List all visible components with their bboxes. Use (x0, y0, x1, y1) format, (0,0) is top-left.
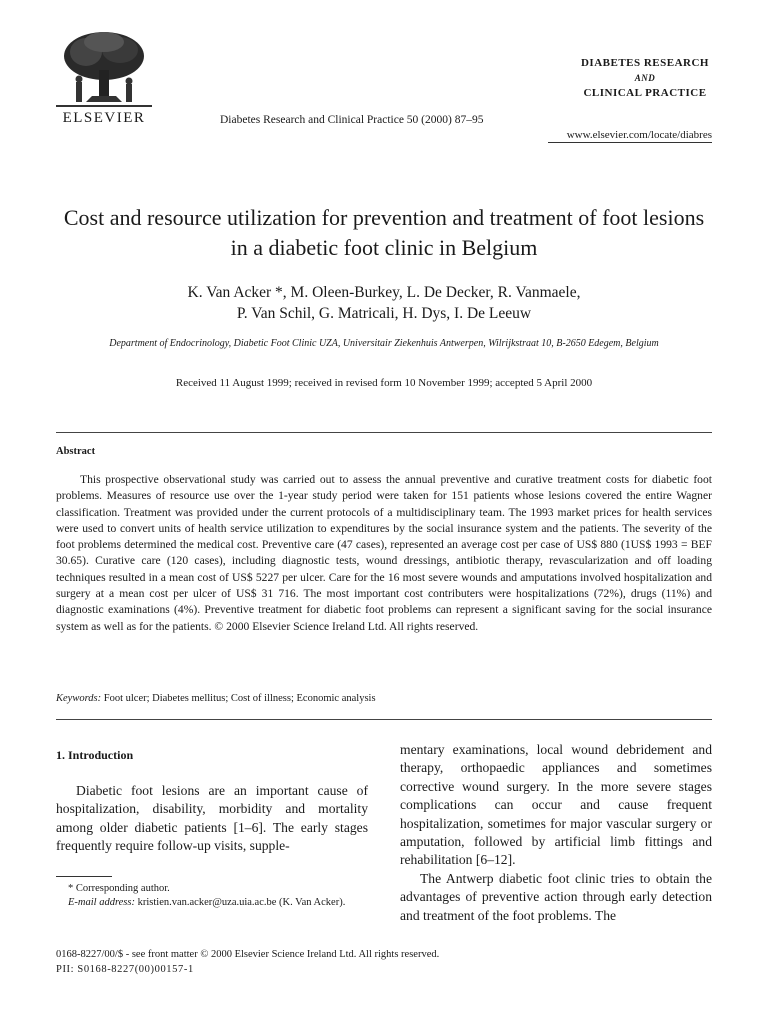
publisher-name: ELSEVIER (62, 110, 146, 126)
issn-line: 0168-8227/00/$ - see front matter © 2000 Elsevier Science Ireland Ltd. All rights reserved. (56, 949, 440, 960)
abstract-body (56, 472, 712, 635)
abstract-heading: Abstract (56, 446, 96, 457)
email-address[interactable]: kristien.van.acker@uza.uia.ac.be (K. Van Acker). (137, 897, 346, 908)
received-dates: Received 11 August 1999; received in revised form 10 November 1999; accepted 5 April 2000 (175, 377, 593, 389)
authors-line-2: P. Van Schil, G. Matricali, H. Dys, I. De Leeuw (236, 305, 532, 322)
author-list (56, 282, 712, 324)
email-label: E-mail address: (68, 897, 135, 908)
elsevier-logo (56, 30, 152, 127)
pii-line: PII: S0168-8227(00)00157-1 (56, 963, 194, 975)
corresponding-author-note: * Corresponding author. (68, 883, 170, 894)
brand-line-3: CLINICAL PRACTICE (583, 87, 707, 99)
journal-url[interactable]: www.elsevier.com/locate/diabres (566, 129, 712, 141)
journal-brand (580, 56, 710, 101)
intro-paragraph: Diabetic foot lesions are an important cause of hospitalization, disability, morbidity and mortality among older diabetic patients [1–6]. The early stages frequently require follow-up visits, supple- (56, 783, 368, 854)
copyright-footer (56, 948, 439, 977)
intro-paragraph-cont: mentary examinations, local wound debridement and therapy, orthopaedic appliances and sometimes corrective wound surgery. In the more severe stages complications can occur and cause frequent hospitalization, sometimes for major vascular surgery or amputation, followed by artificial limb fittings and rehabilitation [6–12]. (400, 742, 712, 868)
keywords-label: Keywords: (56, 693, 102, 704)
intro-paragraph-2: The Antwerp diabetic foot clinic tries to obtain the advantages of preventive action through early detection and treatment of the foot problems. The (400, 870, 712, 923)
email-note (56, 896, 368, 910)
header-rule (548, 142, 712, 143)
keywords (56, 693, 376, 704)
tree-emblem-icon (56, 30, 152, 110)
footnote-rule (56, 876, 112, 877)
footnote (56, 882, 368, 910)
right-column-text (400, 741, 712, 925)
brand-line-1: DIABETES RESEARCH (580, 57, 709, 69)
abstract-top-rule (56, 432, 712, 433)
left-column-text (56, 782, 368, 856)
brand-line-2: AND (634, 73, 656, 83)
authors-line-1: K. Van Acker *, M. Oleen-Burkey, L. De Decker, R. Vanmaele, (187, 284, 581, 301)
affiliation: Department of Endocrinology, Diabetic Foot Clinic UZA, Universitair Ziekenhuis Antwerpen, Wilrijkstraat 10, B-2650 Edegem, Belgium (109, 338, 659, 349)
journal-citation: Diabetes Research and Clinical Practice 50 (2000) 87–95 (220, 114, 484, 126)
keywords-text: Foot ulcer; Diabetes mellitus; Cost of illness; Economic analysis (103, 693, 376, 704)
abstract-text: This prospective observational study was carried out to assess the annual preventive and curative treatment costs for diabetic foot problems. Measures of resource use over the 1-year study period were taken for 151 patients whose lesions covered the entire Wagner classification. Treatment was provided under the current protocols of a multidisciplinary team. The 1993 market prices for health services were used to convert units of health service utilization to expenditures by the social insurance system and the patients. The severity of the foot problems determined the medical cost. Preventive care (47 cases), represented an average cost per case of US$ 880 (1US$ 1993 = BEF 30.65). Curative care (120 cases), including diagnostic tests, wound dressings, antibiotic therapy, revascularization and off loading techniques resulted in a mean cost of US$ 5227 per ulcer. Care for the 16 most severe wounds and amputations involved hospitalization and surgery at a mean cost per ulcer of US$ 31 716. The most important cost contributers were hospitalizations (72%), drugs (11%) and diagnostic examinations (4%). Preventive treatment for diabetic foot problems can represent a significant saving for the social insurance system as well as for the patients. © 2000 Elsevier Science Ireland Ltd. All rights reserved. (56, 473, 712, 633)
article-title: Cost and resource utilization for prevention and treatment of foot lesions in a diabetic foot clinic in Belgium (63, 205, 705, 260)
section-heading: 1. Introduction (56, 748, 134, 762)
abstract-bottom-rule (56, 719, 712, 720)
